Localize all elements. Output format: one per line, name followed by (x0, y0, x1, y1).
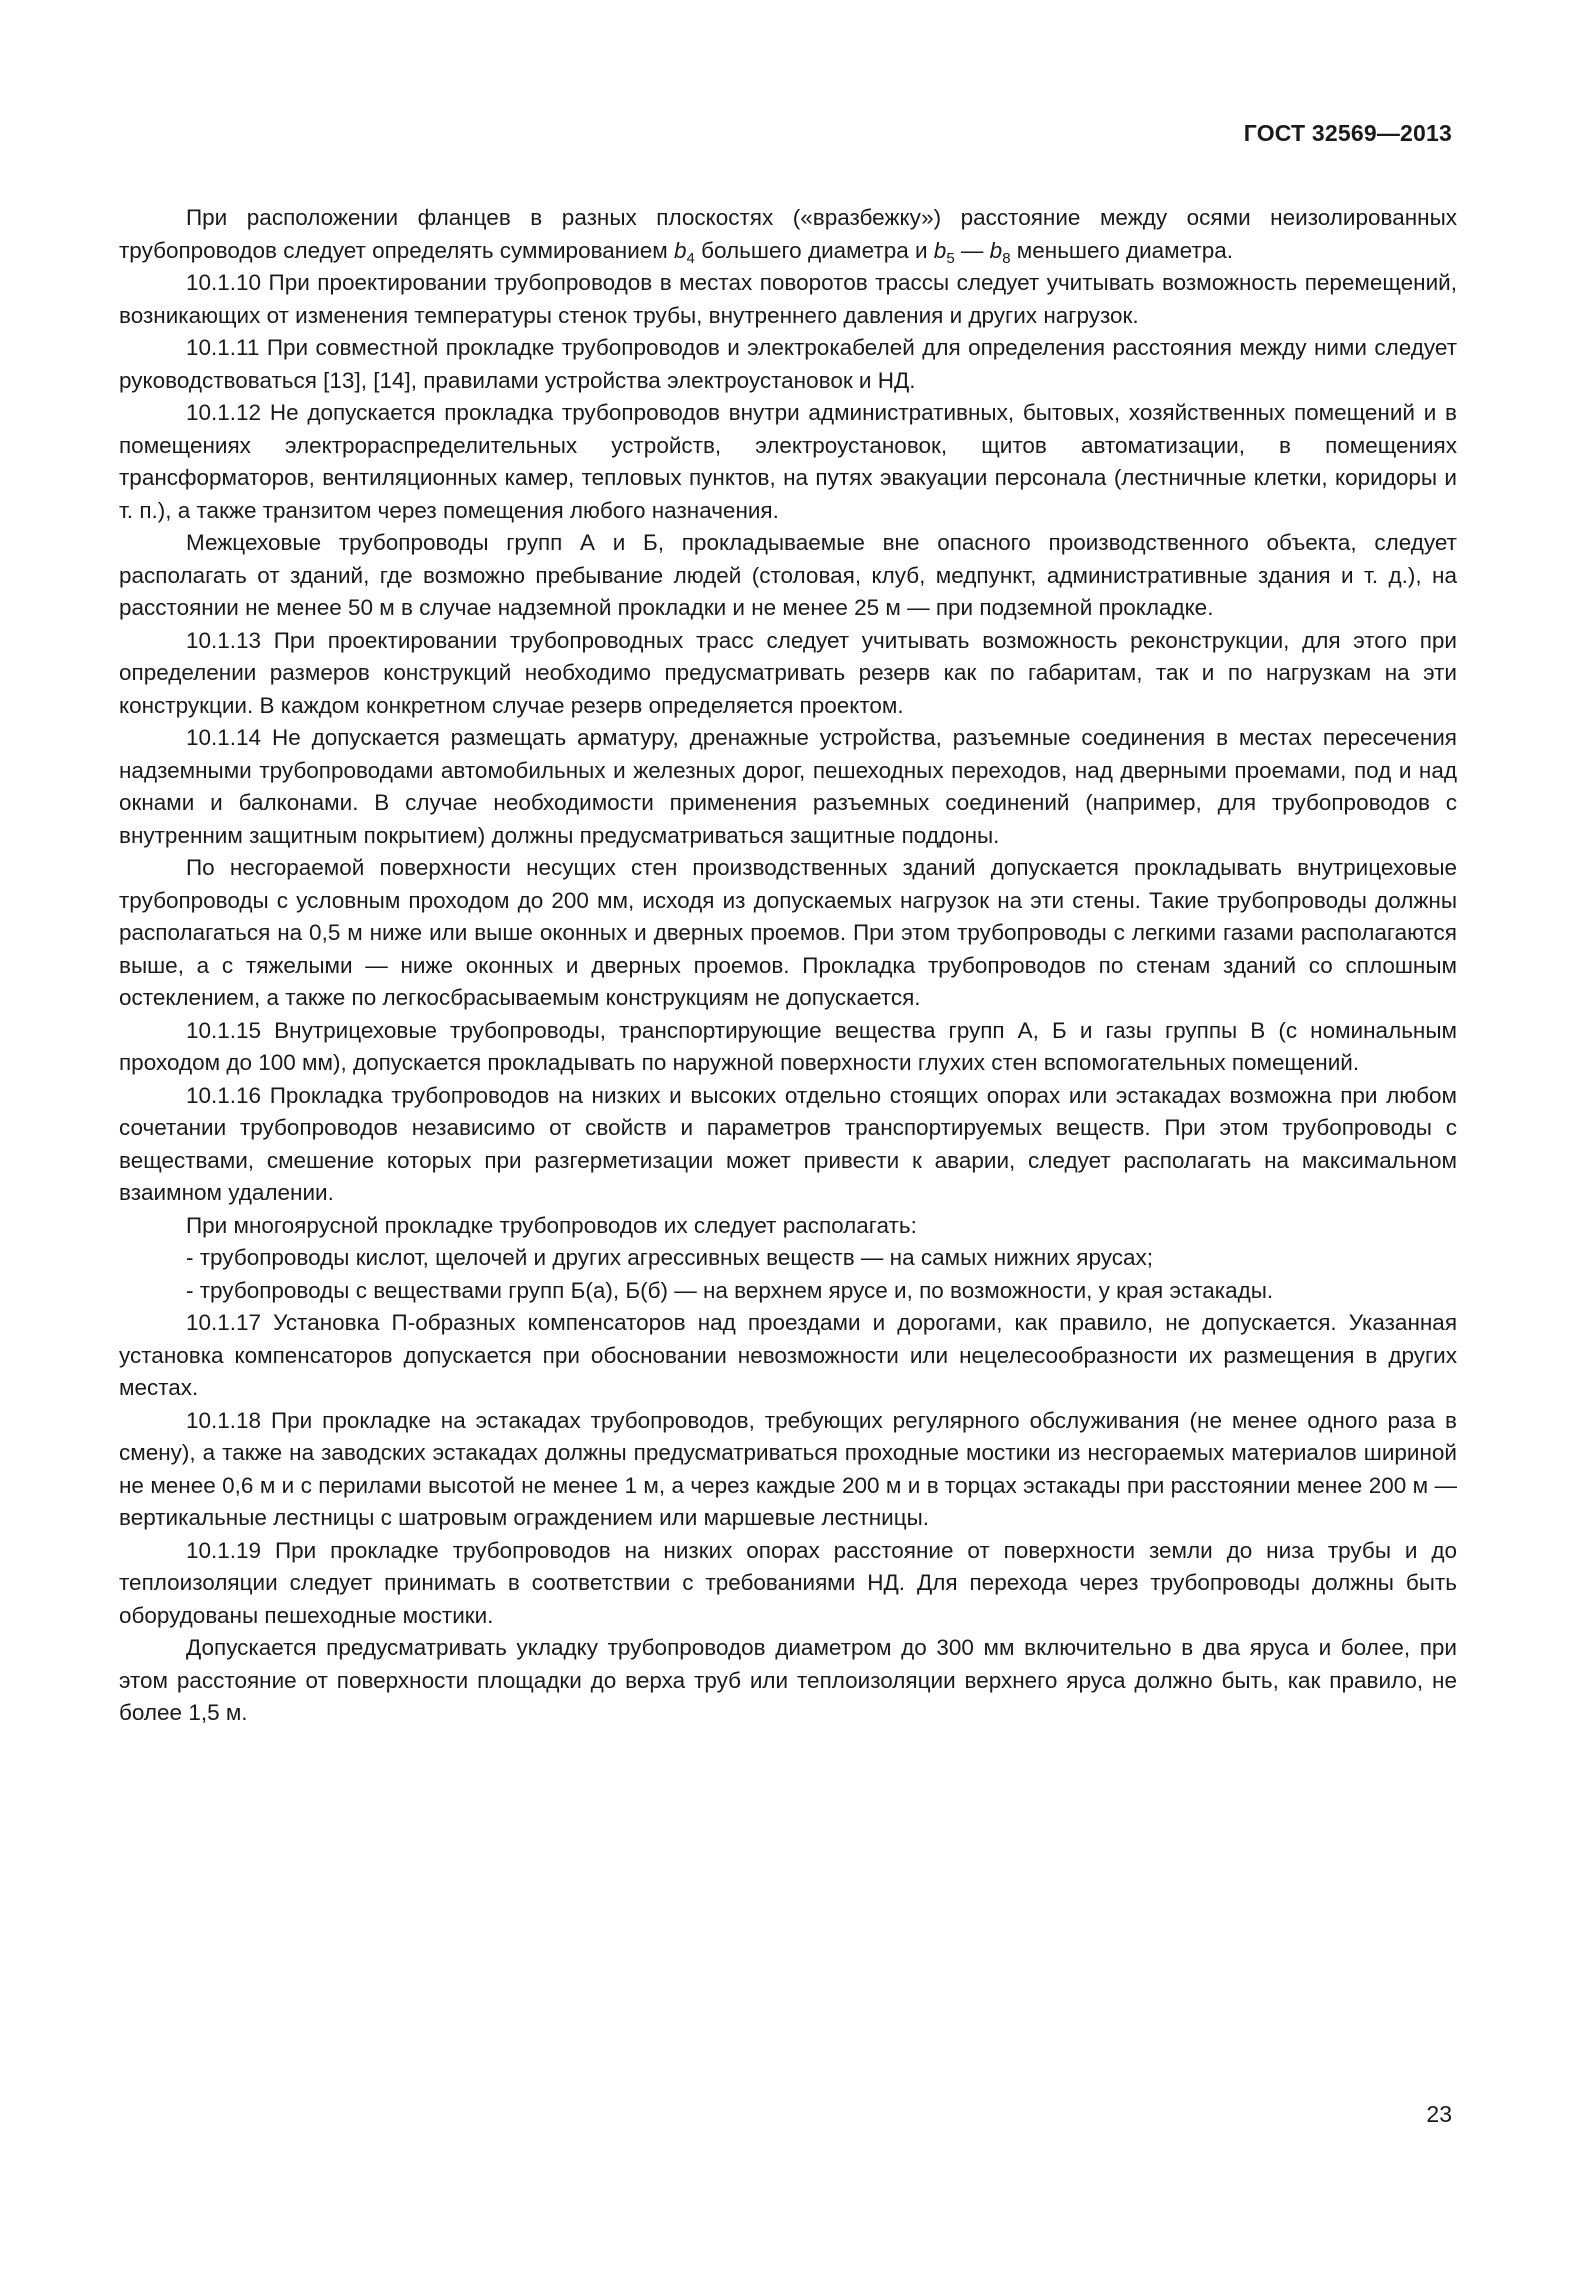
paragraph-10-1-18: 10.1.18 При прокладке на эстакадах трубопроводов, требующих регулярного обслуживания (не менее одного раза в смену), а также на заводских эстакадах должны предусматриваться проходные мостики из несгораемых материалов шириной не менее 0,6 м и с перилами высотой не менее 1 м, а через каждые 200 м и в торцах эстакады при расстоянии менее 200 м — вертикальные лестницы с шатровым ограждением или маршевые лестницы. (119, 1407, 1457, 1530)
paragraph-10-1-11: 10.1.11 При совместной прокладке трубопроводов и электрокабелей для определения расстояния между ними следует руководствоваться [13], [14], правилами устройства электроустановок и НД. (119, 335, 1457, 393)
paragraph-flange-spacing: При расположении фланцев в разных плоскостях («вразбежку») расстояние между осями неизолированных трубопроводов следует определять суммированием $b_4$ большего диаметра и $b_5$ — $b_8$ меньшего диаметра. (119, 205, 1457, 267)
page-number: 23 (1426, 2101, 1452, 2127)
list-item-upper-tier: - трубопроводы с веществами групп Б(а), Б(б) — на верхнем ярусе и, по возможности, у края эстакады. (186, 1277, 1274, 1303)
paragraph-inter-shop-pipelines: Межцеховые трубопроводы групп А и Б, прокладываемые вне опасного производственного объекта, следует располагать от зданий, где возможно пребывание людей (столовая, клуб, медпункт, административные здания и т. д.), на расстоянии не менее 50 м в случае надземной прокладки и не менее 25 м — при подземной прокладке. (119, 530, 1457, 620)
document-body (119, 202, 1457, 1730)
paragraph-10-1-10: 10.1.10 При проектировании трубопроводов в местах поворотов трассы следует учитывать возможность перемещений, возникающих от изменения температуры стенок трубы, внутреннего давления и других нагрузок. (119, 270, 1457, 328)
paragraph-10-1-12: 10.1.12 Не допускается прокладка трубопроводов внутри административных, бытовых, хозяйственных помещений и в помещениях электрораспределительных устройств, электроустановок, щитов автоматизации, в помещениях трансформаторов, вентиляционных камер, тепловых пунктов, на путях эвакуации персонала (лестничные клетки, коридоры и т. п.), а также транзитом через помещения любого назначения. (119, 400, 1457, 523)
paragraph-10-1-16: 10.1.16 Прокладка трубопроводов на низких и высоких отдельно стоящих опорах или эстакадах возможна при любом сочетании трубопроводов независимо от свойств и параметров транспортируемых веществ. При этом трубопроводы с веществами, смешение которых при разгерметизации может привести к аварии, следует располагать на максимальном взаимном удалении. (119, 1082, 1457, 1205)
paragraph-multitier-intro: При многоярусной прокладке трубопроводов их следует располагать: (186, 1212, 917, 1238)
paragraph-10-1-19: 10.1.19 При прокладке трубопроводов на низких опорах расстояние от поверхности земли до низа трубы и до теплоизоляции следует принимать в соответствии с требованиями НД. Для перехода через трубопроводы должны быть оборудованы пешеходные мостики. (119, 1537, 1457, 1628)
paragraph-two-tier-laying: Допускается предусматривать укладку трубопроводов диаметром до 300 мм включительно в два яруса и более, при этом расстояние от поверхности площадки до верха труб или теплоизоляции верхнего яруса должно быть, как правило, не более 1,5 м. (119, 1635, 1457, 1725)
paragraph-10-1-17: 10.1.17 Установка П-образных компенсаторов над проездами и дорогами, как правило, не допускается. Указанная установка компенсаторов допускается при обосновании невозможности или нецелесообразности их размещения в других местах. (119, 1310, 1457, 1400)
paragraph-10-1-15: 10.1.15 Внутрицеховые трубопроводы, транспортирующие вещества групп А, Б и газы группы В (с номинальным проходом до 100 мм), допускается прокладывать по наружной поверхности глухих стен вспомогательных помещений. (119, 1017, 1457, 1075)
standard-code-header: ГОСТ 32569—2013 (1243, 120, 1452, 146)
list-item-acids: - трубопроводы кислот, щелочей и других агрессивных веществ — на самых нижних ярусах; (186, 1245, 1153, 1270)
paragraph-10-1-14: 10.1.14 Не допускается размещать арматуру, дренажные устройства, разъемные соединения в местах пересечения надземными трубопроводами автомобильных и железных дорог, пешеходных переходов, над дверными проемами, под и над окнами и балконами. В случае необходимости применения разъемных соединений (например, для трубопроводов с внутренним защитным покрытием) должны предусматриваться защитные поддоны. (119, 725, 1457, 848)
paragraph-10-1-13: 10.1.13 При проектировании трубопроводных трасс следует учитывать возможность реконструкции, для этого при определении размеров конструкций необходимо предусматривать резерв как по габаритам, так и по нагрузкам на эти конструкции. В каждом конкретном случае резерв определяется проектом. (119, 627, 1457, 718)
paragraph-load-bearing-walls: По несгораемой поверхности несущих стен производственных зданий допускается прокладывать внутрицеховые трубопроводы с условным проходом до 200 мм, исходя из допускаемых нагрузок на эти стены. Такие трубопроводы должны располагаться на 0,5 м ниже или выше оконных и дверных проемов. При этом трубопроводы с легкими газами располагаются выше, а с тяжелыми — ниже оконных и дверных проемов. Прокладка трубопроводов по стенам зданий со сплошным остеклением, а также по легкосбрасываемым конструкциям не допускается. (119, 855, 1457, 1010)
